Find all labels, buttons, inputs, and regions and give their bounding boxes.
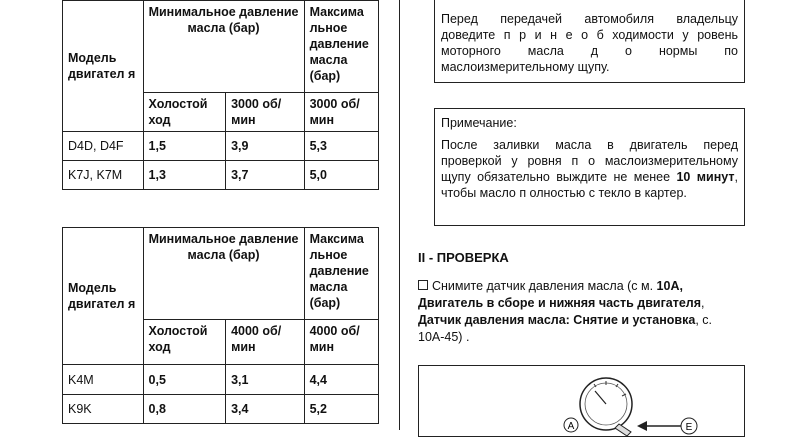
table1-sub-rpm-max: 3000 об/ мин	[304, 93, 378, 132]
column-divider	[399, 0, 400, 430]
table-row	[63, 161, 379, 190]
table1-row1-model: D4D, D4F	[63, 132, 144, 161]
oil-pressure-table-2	[62, 227, 379, 424]
table2-max-header: Максима льное давление масла (бар)	[304, 228, 378, 320]
table2-row2-max: 5,2	[304, 395, 378, 424]
label-e: E	[685, 422, 693, 433]
table1-row1-idle: 1,5	[143, 132, 226, 161]
table2-row1-max: 4,4	[304, 365, 378, 395]
note-text-bold: 10 минут	[676, 170, 735, 184]
table-row	[63, 395, 379, 424]
step-ref-2: Датчик давления масла: Снятие и установка	[418, 313, 696, 327]
table2-row2-rpm: 3,4	[226, 395, 304, 424]
table1-min-header: Минимальное давление масла (бар)	[143, 1, 304, 93]
table2-sub-rpm-max: 4000 об/ мин	[304, 320, 378, 365]
instruction-box	[434, 0, 745, 83]
table-row	[63, 365, 379, 395]
pressure-gauge-illustration	[419, 366, 744, 436]
table1-model-header: Модель двигател я	[63, 1, 144, 132]
step-text-3: , с. 10A-45) .	[418, 313, 712, 344]
table1-max-header: Максима льное давление масла (бар)	[304, 1, 378, 93]
table-row	[63, 132, 379, 161]
table2-sub-rpm: 4000 об/ мин	[226, 320, 304, 365]
note-box	[434, 108, 745, 226]
note-text-part1: После заливки масла в двигатель перед проверкой у ровня п о маслоизмерительному щупу обязательно выждите не менее	[441, 138, 738, 184]
instruction-text: Перед передачей автомобиля владельцу доведите п р и н е о б ходимости у ровень моторного масла д о нормы по маслоизмерительному щупу.	[441, 12, 738, 74]
table2-row2-idle: 0,8	[143, 395, 226, 424]
note-text-part2: , чтобы масло п олностью с текло в картер.	[441, 170, 738, 200]
table1-row2-idle: 1,3	[143, 161, 226, 190]
table2-row1-model: K4M	[63, 365, 144, 395]
table2-sub-idle: Холостой ход	[143, 320, 226, 365]
table1-row2-max: 5,0	[304, 161, 378, 190]
step-text-1: Снимите датчик давления масла (с м.	[432, 279, 657, 293]
oil-pressure-table-1	[62, 0, 379, 190]
table1-row2-rpm: 3,7	[226, 161, 304, 190]
section-title: II - ПРОВЕРКА	[418, 250, 509, 265]
table1-row1-rpm: 3,9	[226, 132, 304, 161]
table2-model-header: Модель двигател я	[63, 228, 144, 365]
table1-row2-model: K7J, K7M	[63, 161, 144, 190]
table1-sub-idle: Холостой ход	[143, 93, 226, 132]
table1-row1-max: 5,3	[304, 132, 378, 161]
table2-row1-rpm: 3,1	[226, 365, 304, 395]
table1-sub-rpm: 3000 об/ мин	[226, 93, 304, 132]
table2-row1-idle: 0,5	[143, 365, 226, 395]
label-a: A	[567, 421, 575, 432]
step-item	[418, 278, 740, 346]
note-title: Примечание:	[441, 116, 517, 130]
checkbox-icon	[418, 280, 428, 290]
table2-row2-model: K9K	[63, 395, 144, 424]
step-text-2: ,	[701, 296, 705, 310]
step-ref-1: 10A, Двигатель в сборе и нижняя часть двигателя	[418, 279, 702, 310]
figure-box	[418, 365, 745, 437]
note-text	[435, 131, 744, 201]
table2-min-header: Минимальное давление масла (бар)	[143, 228, 304, 320]
